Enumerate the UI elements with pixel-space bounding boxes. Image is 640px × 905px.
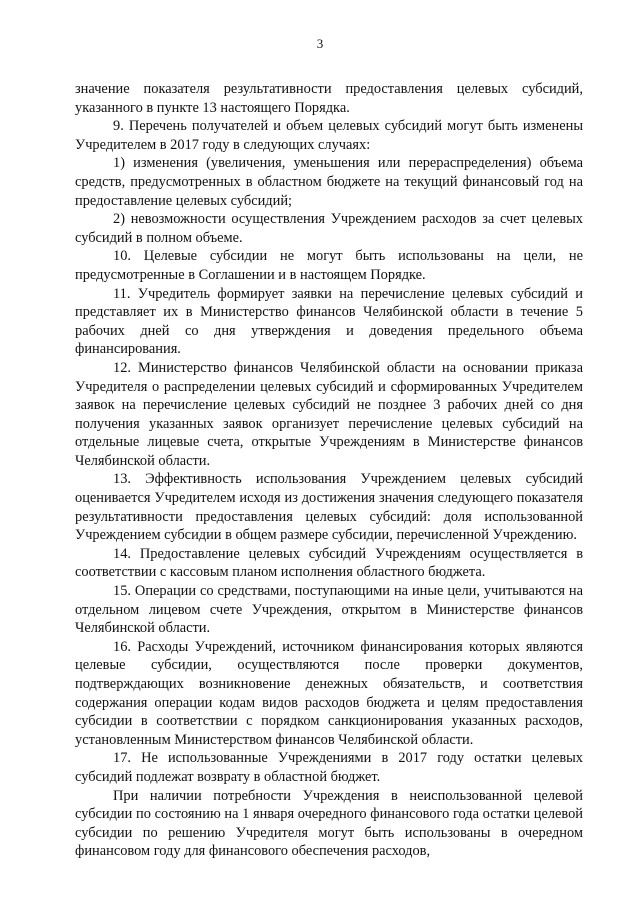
document-body	[75, 80, 583, 861]
paragraph-item-13: 13. Эффективность использования Учреждением целевых субсидий оценивается Учредителем исходя из достижения значения следующего показателя результативности предоставления целевых субсидий: доля использованной Учреждением субсидии в общем размере субсидии, перечисленной Учреждению.	[75, 471, 583, 544]
paragraph-item-10: 10. Целевые субсидии не могут быть использованы на цели, не предусмотренные в Соглашении и в настоящем Порядке.	[75, 248, 583, 283]
paragraph-item-15: 15. Операции со средствами, поступающими на иные цели, учитываются на отдельном лицевом счете Учреждения, открытом в Министерстве финансов Челябинской области.	[75, 583, 583, 637]
paragraph-item-9: 9. Перечень получателей и объем целевых субсидий могут быть изменены Учредителем в 2017 году в следующих случаях:	[75, 118, 583, 153]
paragraph-continuation: значение показателя результативности предоставления целевых субсидий, указанного в пункте 13 настоящего Порядка.	[75, 81, 583, 116]
page-number: 3	[316, 36, 324, 51]
paragraph-item-11: 11. Учредитель формирует заявки на перечисление целевых субсидий и представляет их в Министерство финансов Челябинской области в течение 5 рабочих дней со дня утверждения и доведения предельного объема финансирования.	[75, 285, 583, 358]
paragraph-item-17-continued: При наличии потребности Учреждения в неиспользованной целевой субсидии по состоянию на 1 января очередного финансового года остатки целевой субсидии по решению Учредителя могут быть использованы в очередном финансовом году для финансового обеспечения расходов,	[75, 787, 583, 860]
paragraph-item-12: 12. Министерство финансов Челябинской области на основании приказа Учредителя о распределении целевых субсидий и сформированных Учредителем заявок на перечисление целевых субсидий не позднее 3 рабочих дней со дня получения указанных заявок организует перечисление целевых субсидий на отдельные лицевые счета, открытые Учреждениям в Министерстве финансов Челябинской области.	[75, 359, 583, 469]
paragraph-subitem-1: 1) изменения (увеличения, уменьшения или перераспределения) объема средств, предусмотренных в областном бюджете на текущий финансовый год на предоставление целевых субсидий;	[75, 155, 583, 209]
paragraph-subitem-2: 2) невозможности осуществления Учреждением расходов за счет целевых субсидий в полном объеме.	[75, 211, 583, 246]
paragraph-item-17: 17. Не использованные Учреждениями в 2017 году остатки целевых субсидий подлежат возврату в областной бюджет.	[75, 750, 583, 785]
paragraph-item-16: 16. Расходы Учреждений, источником финансирования которых являются целевые субсидии, осуществляются после проверки документов, подтверждающих возникновение денежных обязательств, и соответствия содержания операции кодам видов расходов бюджета и целям предоставления субсидии в соответствии с порядком санкционирования указанных расходов, установленным Министерством финансов Челябинской области.	[75, 638, 583, 748]
paragraph-item-14: 14. Предоставление целевых субсидий Учреждениям осуществляется в соответствии с кассовым планом исполнения областного бюджета.	[75, 545, 583, 581]
